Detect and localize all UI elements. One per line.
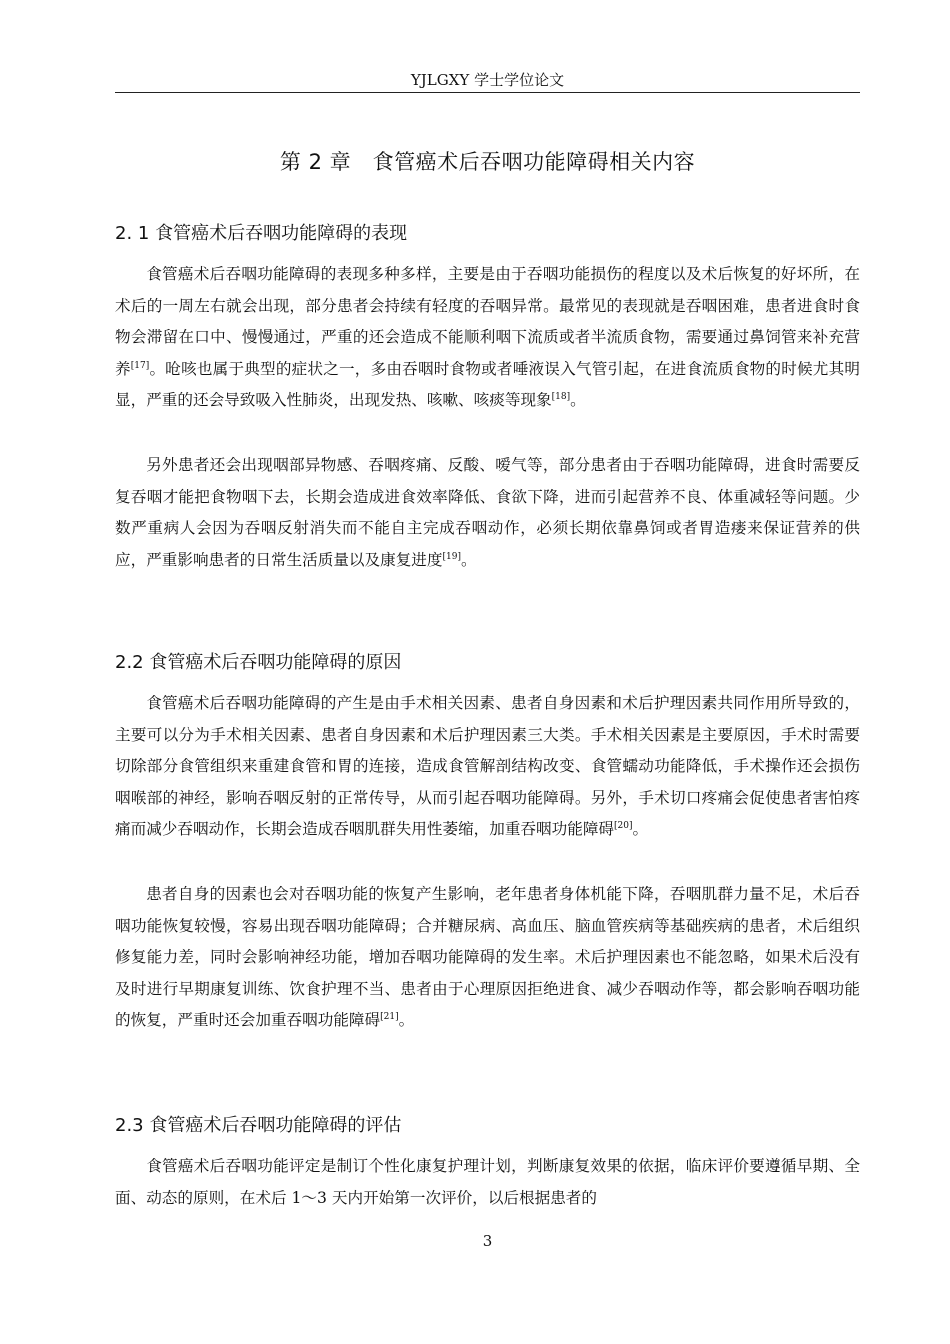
section-heading-2-3: 2.3 食管癌术后吞咽功能障碍的评估	[115, 1115, 402, 1136]
page-number: 3	[482, 1232, 493, 1250]
paragraph: 另外患者还会出现咽部异物感、吞咽疼痛、反酸、嗳气等，部分患者由于吞咽功能障碍，进食时需要反复吞咽才能把食物咽下去，长期会造成进食效率降低、食欲下降，进而引起营养不良、体重减轻等问题。少数严重病人会因为吞咽反射消失而不能自主完成吞咽动作，必须长期依靠鼻饲或者胃造瘘来保证营养的供应，严重影响患者的日常生活质量以及康复进度[19]。	[115, 456, 860, 569]
citation: [19]	[442, 551, 461, 562]
paragraph: 患者自身的因素也会对吞咽功能的恢复产生影响，老年患者身体机能下降，吞咽肌群力量不足，术后吞咽功能恢复较慢，容易出现吞咽功能障碍；合并糖尿病、高血压、脑血管疾病等基础疾病的患者，术后组织修复能力差，同时会影响神经功能，增加吞咽功能障碍的发生率。术后护理因素也不能忽略，如果术后没有及时进行早期康复训练、饮食护理不当、患者由于心理原因拒绝进食、减少吞咽动作等，都会影响吞咽功能的恢复，严重时还会加重吞咽功能障碍[21]。	[115, 885, 860, 1029]
citation: [20]	[614, 820, 633, 831]
paragraph: 食管癌术后吞咽功能障碍的表现多种多样，主要是由于吞咽功能损伤的程度以及术后恢复的好坏所，在术后的一周左右就会出现，部分患者会持续有轻度的吞咽异常。最常见的表现就是吞咽困难，患者进食时食物会滞留在口中、慢慢通过，严重的还会造成不能顺利咽下流质或者半流质食物，需要通过鼻饲管来补充营养[17]。呛咳也属于典型的症状之一，多由吞咽时食物或者唾液误入气管引起，在进食流质食物的时候尤其明显，严重的还会导致吸入性肺炎，出现发热、咳嗽、咳痰等现象[18]。	[115, 265, 860, 409]
paragraph: 食管癌术后吞咽功能评定是制订个性化康复护理计划，判断康复效果的依据，临床评价要遵循早期、全面、动态的原则，在术后 1～3 天内开始第一次评价，以后根据患者的	[115, 1157, 860, 1207]
paragraph: 食管癌术后吞咽功能障碍的产生是由手术相关因素、患者自身因素和术后护理因素共同作用所导致的，主要可以分为手术相关因素、患者自身因素和术后护理因素三大类。手术相关因素是主要原因，手术时需要切除部分食管组织来重建食管和胃的连接，造成食管解剖结构改变、食管蠕动功能降低，手术操作还会损伤咽喉部的神经，影响吞咽反射的正常传导，从而引起吞咽功能障碍。另外，手术切口疼痛会促使患者害怕疼痛而减少吞咽动作，长期会造成吞咽肌群失用性萎缩，加重吞咽功能障碍[20]。	[115, 694, 860, 838]
citation: [18]	[551, 391, 571, 402]
section-heading-2-1: 2. 1 食管癌术后吞咽功能障碍的表现	[115, 223, 408, 244]
citation: [17]	[130, 360, 150, 371]
running-header: YJLGXY 学士学位论文	[115, 70, 860, 93]
chapter-title: 第 2 章 食管癌术后吞咽功能障碍相关内容	[279, 150, 696, 174]
citation: [21]	[380, 1011, 399, 1022]
section-heading-2-2: 2.2 食管癌术后吞咽功能障碍的原因	[115, 652, 402, 673]
